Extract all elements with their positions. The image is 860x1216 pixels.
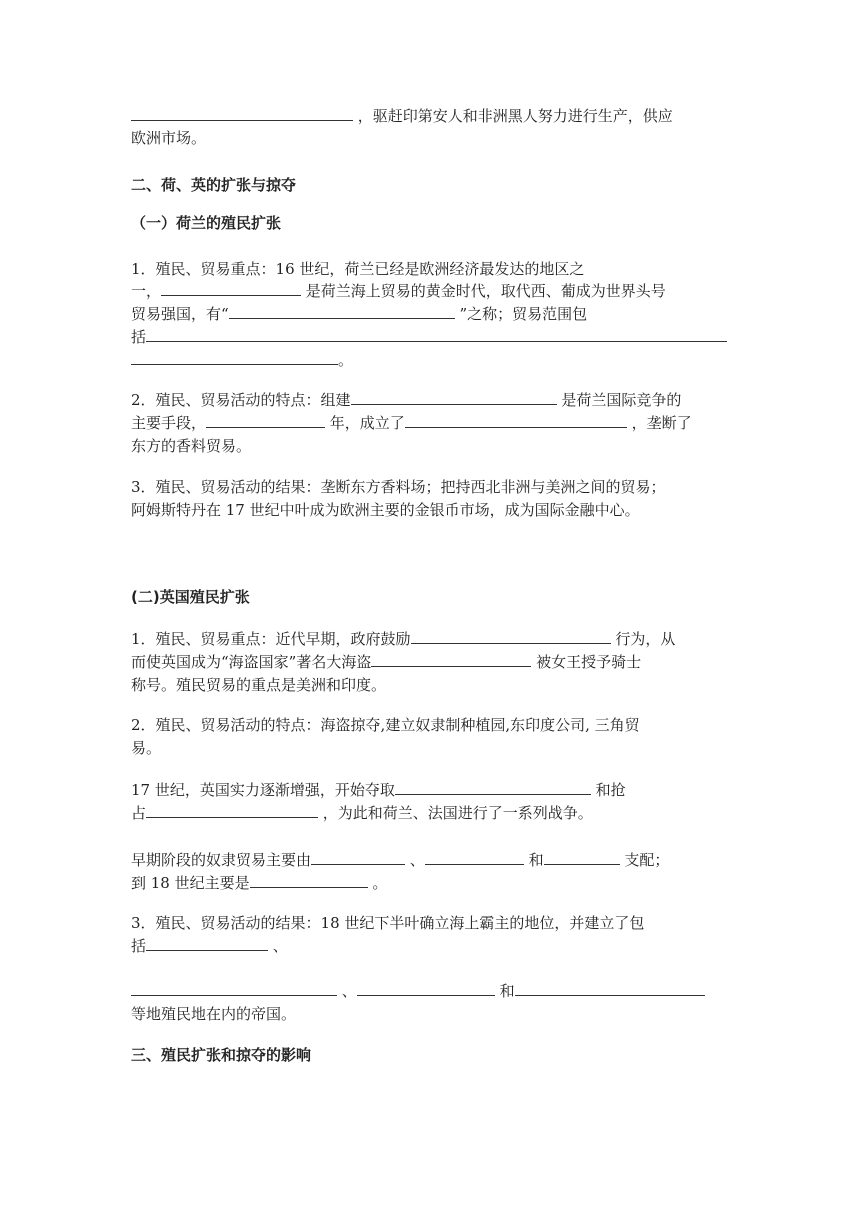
- uk-item-1-line1: 1．殖民、贸易重点：近代早期，政府鼓励 行为，从: [131, 630, 676, 648]
- subsection-heading-britain: (二)英国殖民扩张: [131, 588, 250, 606]
- nl-item-1-line3: 贸易强国，有“ ”之称；贸易范围包: [131, 305, 588, 323]
- slave-trade-line2: 到 18 世纪主要是 。: [131, 874, 388, 892]
- fill-blank[interactable]: [206, 412, 325, 428]
- section-heading-2: 二、荷、英的扩张与掠夺: [131, 176, 297, 194]
- uk-item-2-line1: 2．殖民、贸易活动的特点：海盗掠夺,建立奴隶制种植园,东印度公司, 三角贸: [131, 716, 640, 734]
- uk-item-2-line2: 易。: [131, 739, 162, 757]
- fill-blank[interactable]: [229, 303, 455, 319]
- fill-blank[interactable]: [131, 105, 353, 121]
- uk-item-3-line2: 括 、: [131, 937, 288, 955]
- fill-blank[interactable]: [395, 779, 591, 795]
- fill-blank[interactable]: [250, 872, 368, 888]
- uk-17c-line1: 17 世纪，英国实力逐渐增强，开始夺取 和抢: [131, 781, 626, 799]
- fill-blank[interactable]: [146, 935, 268, 951]
- paragraph-continuation: ，驱赶印第安人和非洲黑人努力进行生产，供应: [131, 104, 731, 128]
- nl-item-1-line2: 一， 是荷兰海上贸易的黄金时代，取代西、葡成为世界头号: [131, 282, 666, 300]
- uk-item-3-line1: 3．殖民、贸易活动的结果：18 世纪下半叶确立海上霸主的地位，并建立了包: [131, 914, 645, 932]
- paragraph-continuation-line2: 欧洲市场。: [131, 129, 207, 147]
- fill-blank[interactable]: [515, 980, 705, 996]
- fill-blank[interactable]: [544, 849, 620, 865]
- fill-blank[interactable]: [311, 849, 405, 865]
- uk-item-3-line3: 、 和: [131, 979, 731, 1003]
- uk-17c-line2: 占 ，为此和荷兰、法国进行了一系列战争。: [131, 804, 593, 822]
- fill-blank[interactable]: [146, 802, 318, 818]
- nl-item-1-line1: 1．殖民、贸易重点：16 世纪，荷兰已经是欧洲经济最发达的地区之: [131, 260, 585, 278]
- fill-blank[interactable]: [405, 412, 627, 428]
- fill-blank[interactable]: [131, 349, 338, 365]
- subsection-heading-netherlands: （一）荷兰的殖民扩张: [131, 214, 282, 232]
- nl-item-1-line4: 括: [131, 325, 731, 349]
- fill-blank[interactable]: [371, 651, 531, 667]
- nl-item-2-line1: 2．殖民、贸易活动的特点：组建 是荷兰国际竞争的: [131, 391, 682, 409]
- uk-item-1-line3: 称号。殖民贸易的重点是美洲和印度。: [131, 676, 387, 694]
- nl-item-1-line5: 。: [131, 348, 731, 372]
- uk-item-3-line4: 等地殖民地在内的帝国。: [131, 1005, 297, 1023]
- fill-blank[interactable]: [411, 628, 611, 644]
- fill-blank[interactable]: [351, 389, 557, 405]
- fill-blank[interactable]: [161, 280, 301, 296]
- section-heading-3: 三、殖民扩张和掠夺的影响: [131, 1046, 312, 1064]
- fill-blank[interactable]: [146, 326, 727, 342]
- fill-blank[interactable]: [357, 980, 495, 996]
- fill-blank[interactable]: [131, 980, 337, 996]
- slave-trade-line1: 早期阶段的奴隶贸易主要由 、 和 支配；: [131, 851, 670, 869]
- nl-item-2-line3: 东方的香料贸易。: [131, 437, 252, 455]
- nl-item-2-line2: 主要手段， 年，成立了 ，垄断了: [131, 414, 692, 432]
- nl-item-3-line2: 阿姆斯特丹在 17 世纪中叶成为欧洲主要的金银币市场，成为国际金融中心。: [131, 501, 640, 519]
- nl-item-3-line1: 3．殖民、贸易活动的结果：垄断东方香料场；把持西北非洲与美洲之间的贸易；: [131, 478, 666, 496]
- uk-item-1-line2: 而使英国成为“海盗国家”著名大海盗 被女王授予骑士: [131, 653, 642, 671]
- fill-blank[interactable]: [425, 849, 524, 865]
